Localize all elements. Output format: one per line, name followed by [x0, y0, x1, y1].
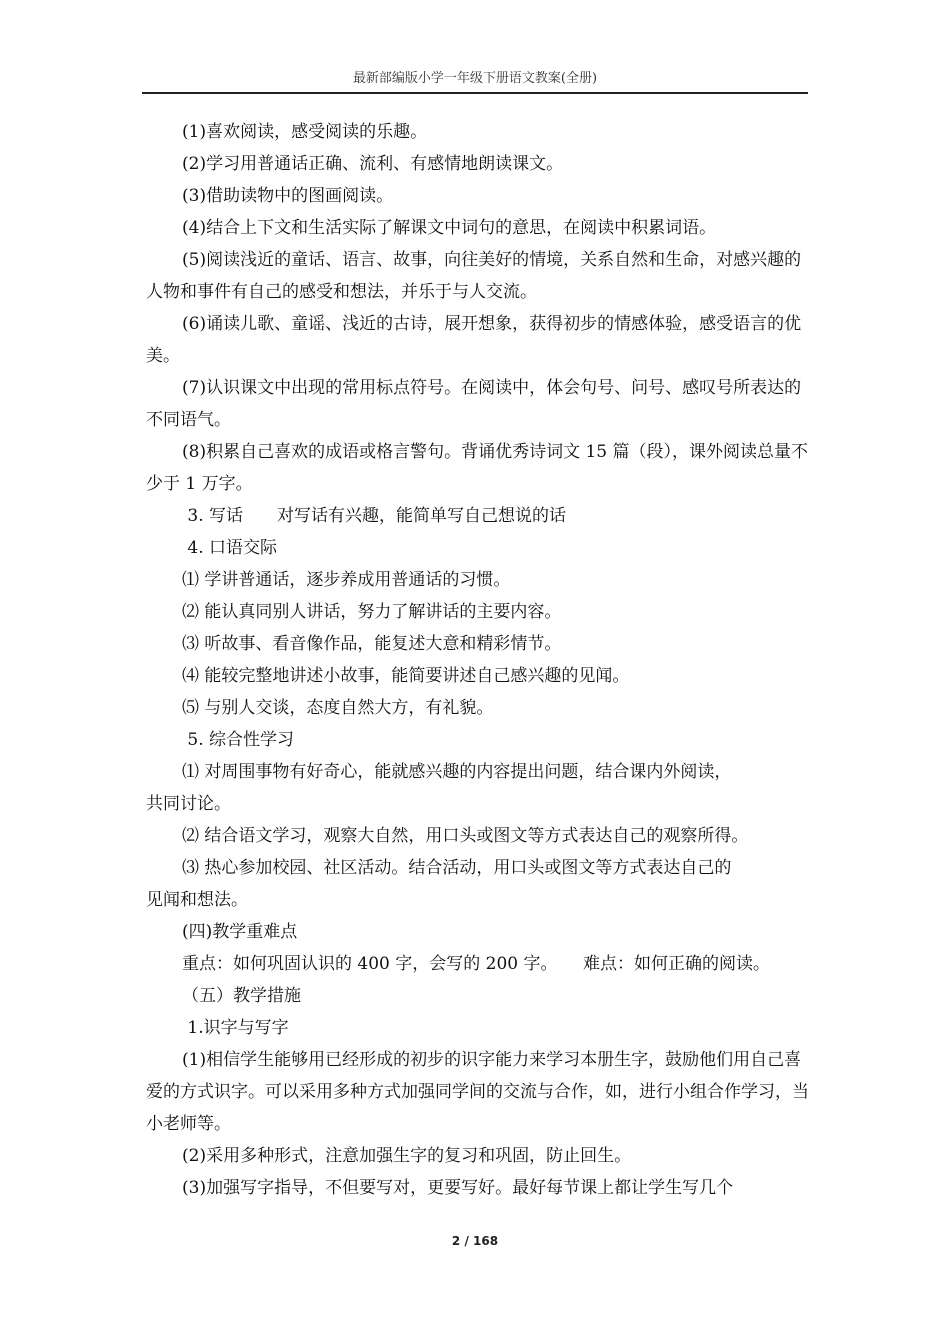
section-heading: （五）教学措施 — [182, 986, 301, 1006]
list-item-continuation: 共同讨论。 — [146, 794, 231, 814]
paragraph: (3)借助读物中的图画阅读。 — [182, 186, 394, 206]
paragraph: (1)相信学生能够用已经形成的初步的识字能力来学习本册生字，鼓励他们用自己喜爱的方式识字。可以采用多种方式加强同学间的交流与合作，如，进行小组合作学习，当小老师等。 — [146, 1050, 809, 1134]
running-header: 最新部编版小学一年级下册语文教案(全册) — [142, 70, 808, 94]
list-item: ⑶ 听故事、看音像作品，能复述大意和精彩情节。 — [182, 634, 562, 654]
list-item: ⑵ 结合语文学习，观察大自然，用口头或图文等方式表达自己的观察所得。 — [182, 826, 749, 846]
paragraph: (8)积累自己喜欢的成语或格言警句。背诵优秀诗词文 15 篇（段），课外阅读总量不少于 1 万字。 — [146, 442, 809, 494]
paragraph: (5)阅读浅近的童话、语言、故事，向往美好的情境，关系自然和生命，对感兴趣的人物和事件有自己的感受和想法，并乐于与人交流。 — [146, 250, 802, 302]
list-item: ⑴ 学讲普通话，逐步养成用普通话的习惯。 — [182, 570, 511, 590]
list-item-continuation: 见闻和想法。 — [146, 890, 248, 910]
paragraph: 重点：如何巩固认识的 400 字，会写的 200 字。 难点：如何正确的阅读。 — [182, 954, 771, 974]
paragraph: (3)加强写字指导，不但要写对，更要写好。最好每节课上都让学生写几个 — [182, 1178, 734, 1198]
list-item: ⑶ 热心参加校园、社区活动。结合活动，用口头或图文等方式表达自己的 — [182, 858, 732, 878]
section-heading: 4. 口语交际 — [182, 538, 278, 558]
paragraph: (7)认识课文中出现的常用标点符号。在阅读中，体会句号、问号、感叹号所表达的不同语气。 — [146, 378, 802, 430]
paragraph: (6)诵读儿歌、童谣、浅近的古诗，展开想象，获得初步的情感体验，感受语言的优美。 — [146, 314, 802, 366]
paragraph: (2)学习用普通话正确、流利、有感情地朗读课文。 — [182, 154, 564, 174]
section-heading: 1.识字与写字 — [182, 1018, 289, 1038]
section-heading: (四)教学重难点 — [182, 922, 298, 942]
list-item: ⑷ 能较完整地讲述小故事，能简要讲述自己感兴趣的见闻。 — [182, 666, 630, 686]
list-item: ⑴ 对周围事物有好奇心，能就感兴趣的内容提出问题，结合课内外阅读， — [182, 762, 732, 782]
paragraph: (4)结合上下文和生活实际了解课文中词句的意思，在阅读中积累词语。 — [182, 218, 717, 238]
paragraph: (2)采用多种形式，注意加强生字的复习和巩固，防止回生。 — [182, 1146, 632, 1166]
page-number: 2 / 168 — [451, 1234, 499, 1248]
section-heading: 3. 写话 对写话有兴趣，能简单写自己想说的话 — [182, 506, 567, 526]
page-body — [146, 116, 810, 1204]
paragraph: (1)喜欢阅读，感受阅读的乐趣。 — [182, 122, 428, 142]
list-item: ⑸ 与别人交谈，态度自然大方，有礼貌。 — [182, 698, 494, 718]
list-item: ⑵ 能认真同别人讲话，努力了解讲话的主要内容。 — [182, 602, 562, 622]
section-heading: 5. 综合性学习 — [182, 730, 295, 750]
